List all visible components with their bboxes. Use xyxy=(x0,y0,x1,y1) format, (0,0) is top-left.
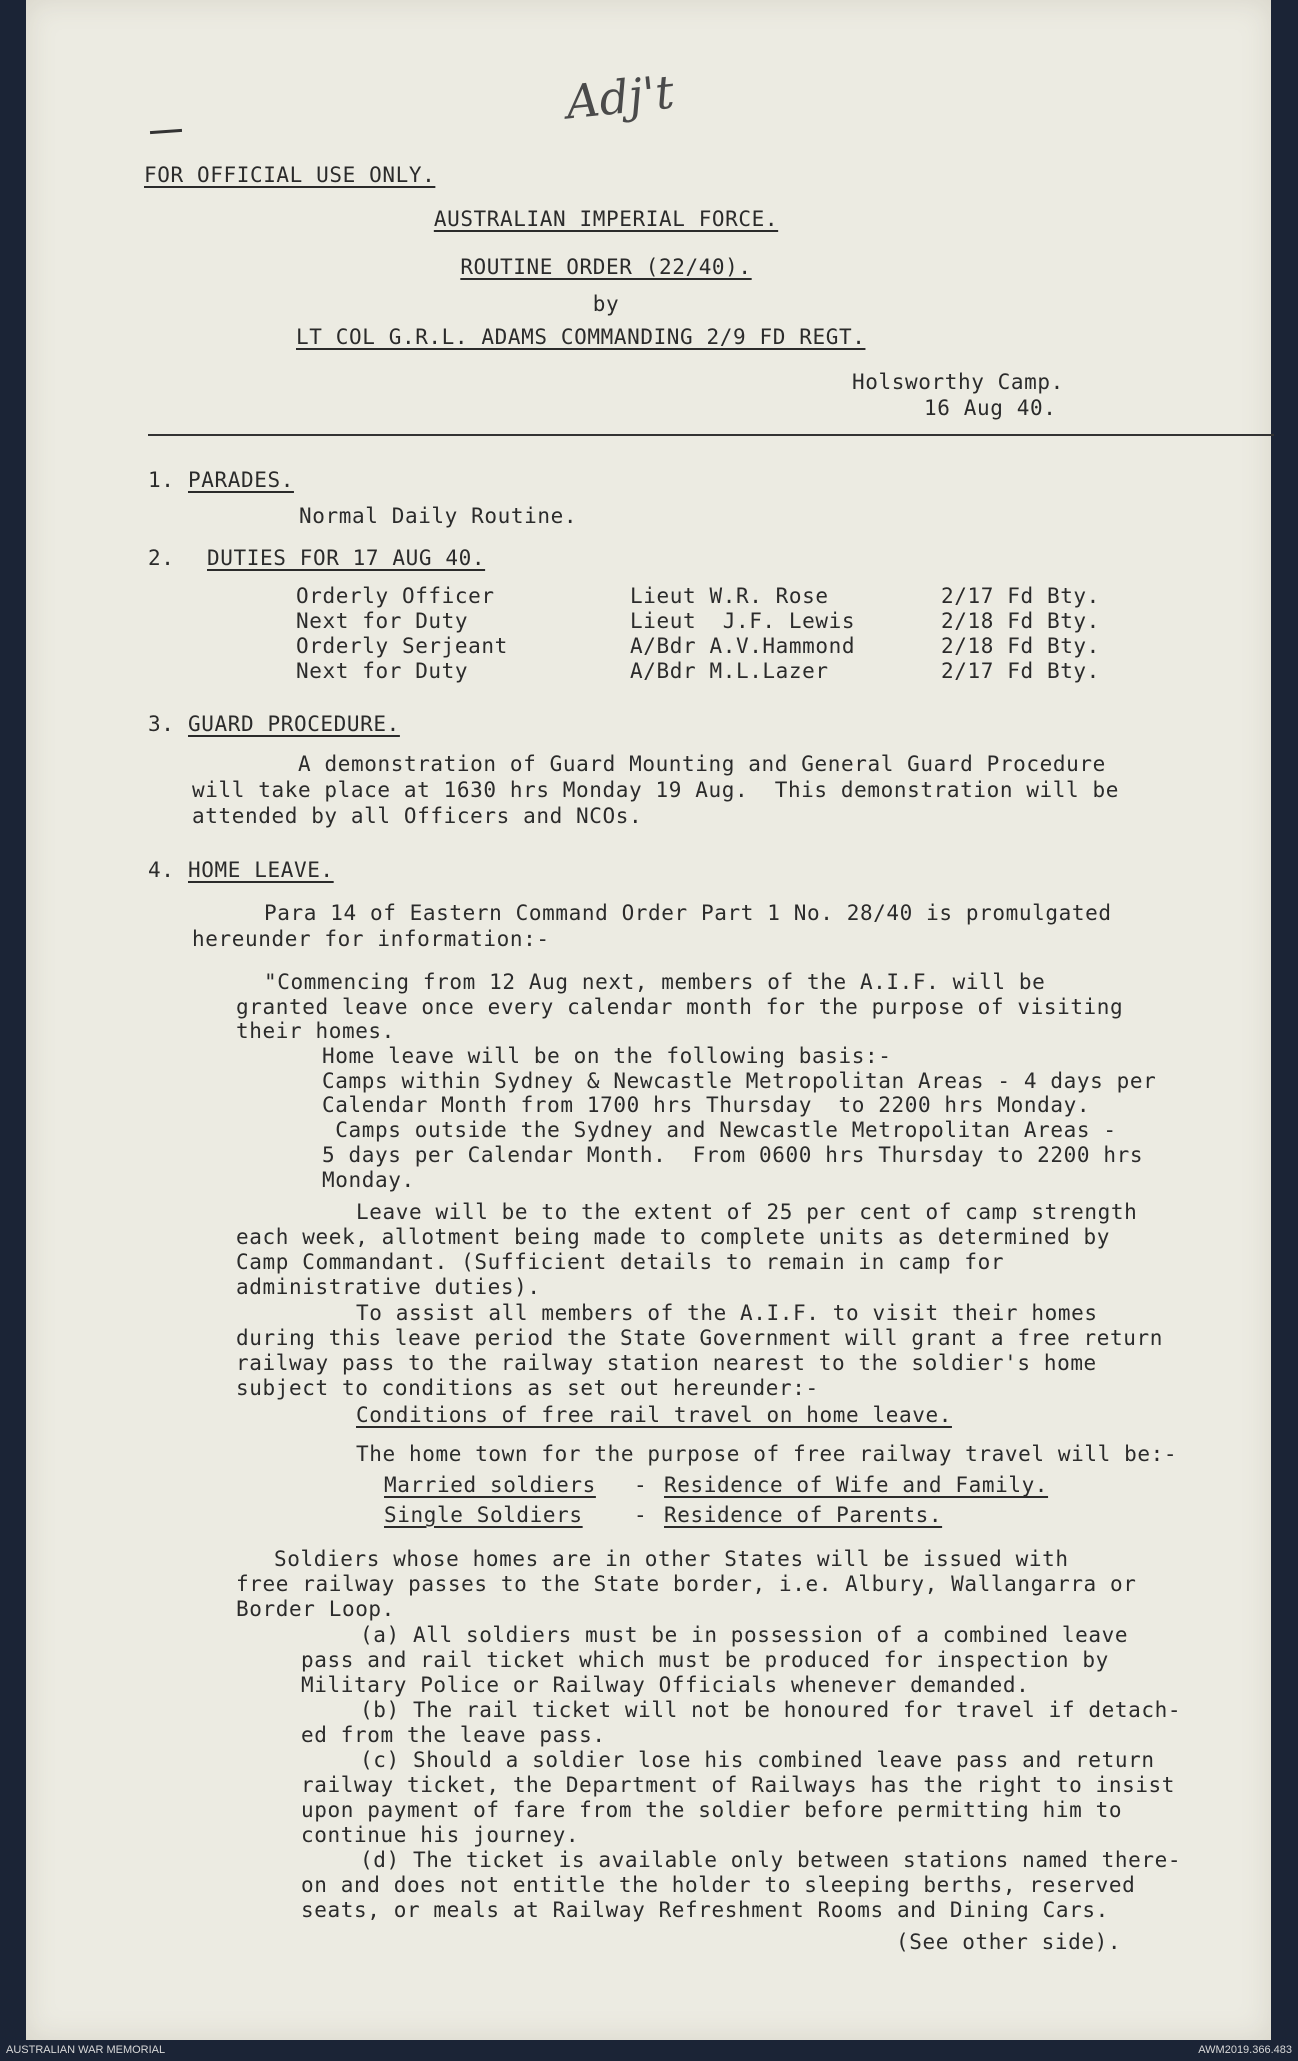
quote-line: their homes. xyxy=(236,1019,395,1043)
condition-item: seats, or meals at Railway Refreshment Rooms and Dining Cars. xyxy=(301,1898,1109,1922)
section-4-intro: Para 14 of Eastern Command Order Part 1 No. 28/40 is promulgated xyxy=(264,901,1112,925)
single-label: Single Soldiers xyxy=(384,1503,583,1527)
handwritten-annotation: Adj't xyxy=(563,64,677,130)
section-2-number: 2. xyxy=(148,546,175,570)
leave-paragraph: administrative duties). xyxy=(236,1275,541,1299)
quote-line: Camps outside the Sydney and Newcastle Metropolitan Areas - xyxy=(322,1118,1117,1142)
condition-item: railway ticket, the Department of Railways has the right to insist xyxy=(301,1773,1176,1797)
classification-heading: FOR OFFICIAL USE ONLY. xyxy=(144,163,436,187)
quote-line: 5 days per Calendar Month. From 0600 hrs Thursday to 2200 hrs xyxy=(322,1143,1144,1167)
right-border xyxy=(1271,0,1298,2040)
see-other-side: (See other side). xyxy=(896,1930,1122,1954)
document-page xyxy=(26,0,1271,2040)
margin-dash xyxy=(150,129,182,134)
leave-paragraph: each week, allotment being made to complete units as determined by xyxy=(236,1225,1111,1249)
condition-item: (a) All soldiers must be in possession of a combined leave xyxy=(360,1623,1129,1647)
section-3-line: A demonstration of Guard Mounting and General Guard Procedure xyxy=(298,752,1106,776)
married-value: Residence of Wife and Family. xyxy=(664,1473,1049,1497)
duty-name: A/Bdr A.V.Hammond xyxy=(630,634,856,658)
duty-name: Lieut J.F. Lewis xyxy=(630,609,856,633)
archive-footer xyxy=(0,2040,1298,2061)
section-1-number: 1. xyxy=(148,468,175,492)
condition-item: (b) The rail ticket will not be honoured for travel if detach- xyxy=(360,1698,1182,1722)
quote-line: granted leave once every calendar month for the purpose of visiting xyxy=(236,995,1124,1019)
assist-paragraph: To assist all members of the A.I.F. to visit their homes xyxy=(356,1301,1098,1325)
married-dash: - xyxy=(634,1473,648,1497)
duty-name: A/Bdr M.L.Lazer xyxy=(630,659,829,683)
organization-heading: AUSTRALIAN IMPERIAL FORCE. xyxy=(433,207,779,231)
date: 16 Aug 40. xyxy=(924,396,1057,420)
header-divider xyxy=(148,434,1274,436)
condition-item: Military Police or Railway Officials whenever demanded. xyxy=(301,1673,1030,1697)
home-town-line: The home town for the purpose of free railway travel will be:- xyxy=(356,1442,1178,1466)
quote-line: Camps within Sydney & Newcastle Metropolitan Areas - 4 days per xyxy=(322,1069,1157,1093)
quote-line: Monday. xyxy=(322,1168,415,1192)
condition-item: ed from the leave pass. xyxy=(301,1723,606,1747)
location: Holsworthy Camp. xyxy=(852,370,1064,394)
section-4-title: HOME LEAVE. xyxy=(188,858,334,882)
duty-unit: 2/17 Fd Bty. xyxy=(941,584,1100,608)
routine-order xyxy=(26,0,1271,2040)
duty-role: Next for Duty xyxy=(296,609,469,633)
single-dash: - xyxy=(634,1503,648,1527)
assist-paragraph: railway pass to the railway station nearest to the soldier's home xyxy=(236,1351,1097,1375)
section-2-title: DUTIES FOR 17 AUG 40. xyxy=(207,546,486,570)
by-line: by xyxy=(592,292,620,316)
order-heading: ROUTINE ORDER (22/40). xyxy=(460,255,752,279)
archive-reference: AWM2019.366.483 xyxy=(1198,2044,1292,2056)
duty-unit: 2/17 Fd Bty. xyxy=(941,659,1100,683)
duty-role: Orderly Serjeant xyxy=(296,634,508,658)
conditions-heading: Conditions of free rail travel on home leave. xyxy=(356,1403,952,1427)
section-4-number: 4. xyxy=(148,858,175,882)
section-4-intro: hereunder for information:- xyxy=(192,927,550,951)
other-states-line: free railway passes to the State border, i.e. Albury, Wallangarra or xyxy=(236,1572,1137,1596)
married-label: Married soldiers xyxy=(384,1473,596,1497)
duty-name: Lieut W.R. Rose xyxy=(630,584,829,608)
other-states-line: Soldiers whose homes are in other States will be issued with xyxy=(274,1547,1069,1571)
condition-item: (d) The ticket is available only between stations named there- xyxy=(360,1848,1182,1872)
single-value: Residence of Parents. xyxy=(664,1503,943,1527)
commander-heading: LT COL G.R.L. ADAMS COMMANDING 2/9 FD REGT. xyxy=(296,325,866,349)
section-3-line: attended by all Officers and NCOs. xyxy=(192,804,643,828)
condition-item: on and does not entitle the holder to sleeping berths, reserved xyxy=(301,1873,1136,1897)
duty-unit: 2/18 Fd Bty. xyxy=(941,634,1100,658)
leave-paragraph: Camp Commandant. (Sufficient details to remain in camp for xyxy=(236,1250,1005,1274)
section-3-number: 3. xyxy=(148,712,175,736)
section-3-title: GUARD PROCEDURE. xyxy=(188,712,400,736)
quote-line: Home leave will be on the following basis:- xyxy=(322,1044,892,1068)
assist-paragraph: subject to conditions as set out hereunder:- xyxy=(236,1376,819,1400)
section-1-title: PARADES. xyxy=(188,468,294,492)
other-states-line: Border Loop. xyxy=(236,1597,395,1621)
assist-paragraph: during this leave period the State Government will grant a free return xyxy=(236,1326,1164,1350)
archive-name: AUSTRALIAN WAR MEMORIAL xyxy=(6,2044,166,2056)
section-3-line: will take place at 1630 hrs Monday 19 Aug. This demonstration will be xyxy=(192,778,1120,802)
duty-role: Next for Duty xyxy=(296,659,469,683)
leave-paragraph: Leave will be to the extent of 25 per cent of camp strength xyxy=(356,1200,1138,1224)
left-border xyxy=(0,0,26,2040)
condition-item: upon payment of fare from the soldier before permitting him to xyxy=(301,1798,1123,1822)
section-1-body: Normal Daily Routine. xyxy=(299,504,578,528)
condition-item: pass and rail ticket which must be produced for inspection by xyxy=(301,1648,1109,1672)
condition-item: (c) Should a soldier lose his combined leave pass and return xyxy=(360,1748,1155,1772)
duty-unit: 2/18 Fd Bty. xyxy=(941,609,1100,633)
condition-item: continue his journey. xyxy=(301,1823,580,1847)
duty-role: Orderly Officer xyxy=(296,584,495,608)
quote-line: "Commencing from 12 Aug next, members of the A.I.F. will be xyxy=(264,970,1046,994)
quote-line: Calendar Month from 1700 hrs Thursday to 2200 hrs Monday. xyxy=(322,1093,1091,1117)
